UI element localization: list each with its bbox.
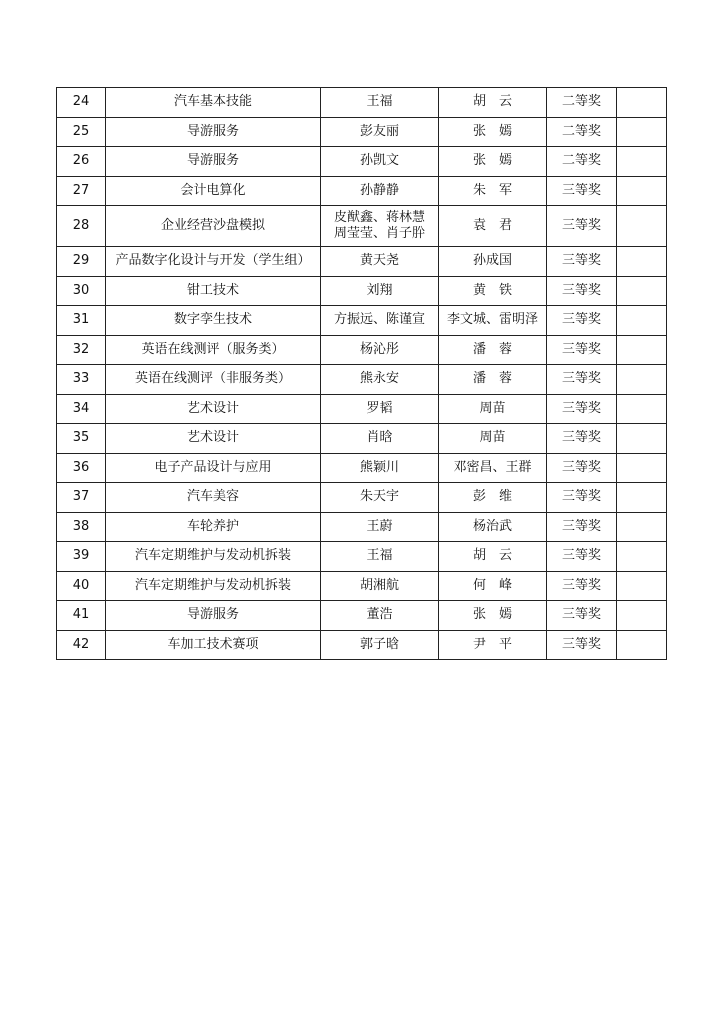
award-level: 三等奖 [547, 453, 617, 483]
note-cell [617, 335, 667, 365]
row-number: 36 [57, 453, 106, 483]
award-level: 二等奖 [547, 117, 617, 147]
table-row [57, 542, 667, 572]
teacher-name: 周苗 [439, 424, 547, 454]
awards-table [56, 87, 667, 660]
note-cell [617, 365, 667, 395]
event-name: 艺术设计 [106, 394, 321, 424]
event-name: 电子产品设计与应用 [106, 453, 321, 483]
student-name: 肖晗 [321, 424, 439, 454]
teacher-name: 潘 蓉 [439, 365, 547, 395]
row-number: 26 [57, 147, 106, 177]
row-number: 31 [57, 306, 106, 336]
row-number: 41 [57, 601, 106, 631]
award-level: 三等奖 [547, 630, 617, 660]
note-cell [617, 512, 667, 542]
award-level: 三等奖 [547, 483, 617, 513]
teacher-name: 杨治武 [439, 512, 547, 542]
award-level: 三等奖 [547, 424, 617, 454]
event-name: 产品数字化设计与开发（学生组） [106, 247, 321, 277]
student-name-line: 周莹莹、肖子肸 [333, 226, 425, 241]
row-number: 30 [57, 276, 106, 306]
teacher-name: 彭 维 [439, 483, 547, 513]
teacher-name: 李文城、雷明泽 [439, 306, 547, 336]
event-name: 导游服务 [106, 147, 321, 177]
table-row [57, 88, 667, 118]
table-row [57, 206, 667, 247]
teacher-name: 胡 云 [439, 542, 547, 572]
award-level: 三等奖 [547, 335, 617, 365]
award-level: 三等奖 [547, 176, 617, 206]
row-number: 34 [57, 394, 106, 424]
note-cell [617, 306, 667, 336]
student-name: 罗韬 [321, 394, 439, 424]
table-row [57, 630, 667, 660]
row-number: 37 [57, 483, 106, 513]
teacher-name: 潘 蓉 [439, 335, 547, 365]
event-name: 车加工技术赛项 [106, 630, 321, 660]
row-number: 24 [57, 88, 106, 118]
row-number: 39 [57, 542, 106, 572]
event-name: 会计电算化 [106, 176, 321, 206]
event-name: 钳工技术 [106, 276, 321, 306]
table-row [57, 512, 667, 542]
student-name [321, 206, 439, 247]
student-name: 孙静静 [321, 176, 439, 206]
student-name: 熊颖川 [321, 453, 439, 483]
event-name: 英语在线测评（非服务类） [106, 365, 321, 395]
table-row [57, 483, 667, 513]
event-name: 汽车美容 [106, 483, 321, 513]
row-number: 28 [57, 206, 106, 247]
teacher-name: 何 峰 [439, 571, 547, 601]
table-row [57, 276, 667, 306]
teacher-name: 周苗 [439, 394, 547, 424]
student-name: 王蔚 [321, 512, 439, 542]
table-row [57, 306, 667, 336]
note-cell [617, 424, 667, 454]
table-row [57, 117, 667, 147]
table-row [57, 176, 667, 206]
event-name: 车轮养护 [106, 512, 321, 542]
table-row [57, 394, 667, 424]
student-name: 胡湘航 [321, 571, 439, 601]
teacher-name: 尹 平 [439, 630, 547, 660]
student-name: 彭友丽 [321, 117, 439, 147]
teacher-name: 张 嫣 [439, 601, 547, 631]
award-level: 三等奖 [547, 601, 617, 631]
note-cell [617, 601, 667, 631]
student-name: 朱天宇 [321, 483, 439, 513]
student-name: 王福 [321, 542, 439, 572]
note-cell [617, 88, 667, 118]
student-name: 王福 [321, 88, 439, 118]
row-number: 40 [57, 571, 106, 601]
award-level: 三等奖 [547, 365, 617, 395]
note-cell [617, 394, 667, 424]
event-name: 英语在线测评（服务类） [106, 335, 321, 365]
table-row [57, 147, 667, 177]
note-cell [617, 453, 667, 483]
event-name: 企业经营沙盘模拟 [106, 206, 321, 247]
table-row [57, 335, 667, 365]
row-number: 25 [57, 117, 106, 147]
row-number: 29 [57, 247, 106, 277]
award-level: 三等奖 [547, 306, 617, 336]
award-level: 三等奖 [547, 394, 617, 424]
table-row [57, 453, 667, 483]
student-name: 熊永安 [321, 365, 439, 395]
student-name-line: 皮猷鑫、蒋林慧 [333, 210, 425, 225]
note-cell [617, 571, 667, 601]
student-name: 黄天尧 [321, 247, 439, 277]
teacher-name: 袁 君 [439, 206, 547, 247]
teacher-name: 邓密昌、王群 [439, 453, 547, 483]
table-row [57, 247, 667, 277]
student-name: 孙凯文 [321, 147, 439, 177]
table-row [57, 365, 667, 395]
row-number: 38 [57, 512, 106, 542]
note-cell [617, 630, 667, 660]
row-number: 35 [57, 424, 106, 454]
award-level: 三等奖 [547, 512, 617, 542]
student-name: 刘翔 [321, 276, 439, 306]
event-name: 汽车定期维护与发动机拆装 [106, 542, 321, 572]
award-level: 三等奖 [547, 206, 617, 247]
event-name: 导游服务 [106, 117, 321, 147]
event-name: 汽车定期维护与发动机拆装 [106, 571, 321, 601]
note-cell [617, 117, 667, 147]
teacher-name: 黄 铁 [439, 276, 547, 306]
note-cell [617, 147, 667, 177]
award-level: 二等奖 [547, 147, 617, 177]
table-row [57, 424, 667, 454]
event-name: 艺术设计 [106, 424, 321, 454]
row-number: 33 [57, 365, 106, 395]
row-number: 32 [57, 335, 106, 365]
award-level: 二等奖 [547, 88, 617, 118]
row-number: 42 [57, 630, 106, 660]
note-cell [617, 542, 667, 572]
event-name: 导游服务 [106, 601, 321, 631]
note-cell [617, 176, 667, 206]
event-name: 数字孪生技术 [106, 306, 321, 336]
student-name: 杨沁彤 [321, 335, 439, 365]
award-level: 三等奖 [547, 571, 617, 601]
note-cell [617, 483, 667, 513]
note-cell [617, 247, 667, 277]
teacher-name: 张 嫣 [439, 117, 547, 147]
award-level: 三等奖 [547, 276, 617, 306]
table-row [57, 571, 667, 601]
award-level: 三等奖 [547, 542, 617, 572]
teacher-name: 张 嫣 [439, 147, 547, 177]
row-number: 27 [57, 176, 106, 206]
note-cell [617, 276, 667, 306]
teacher-name: 孙成国 [439, 247, 547, 277]
teacher-name: 胡 云 [439, 88, 547, 118]
award-level: 三等奖 [547, 247, 617, 277]
table-row [57, 601, 667, 631]
student-name: 董浩 [321, 601, 439, 631]
note-cell [617, 206, 667, 247]
student-name: 方振远、陈谨宣 [321, 306, 439, 336]
teacher-name: 朱 军 [439, 176, 547, 206]
event-name: 汽车基本技能 [106, 88, 321, 118]
student-name: 郭子晗 [321, 630, 439, 660]
